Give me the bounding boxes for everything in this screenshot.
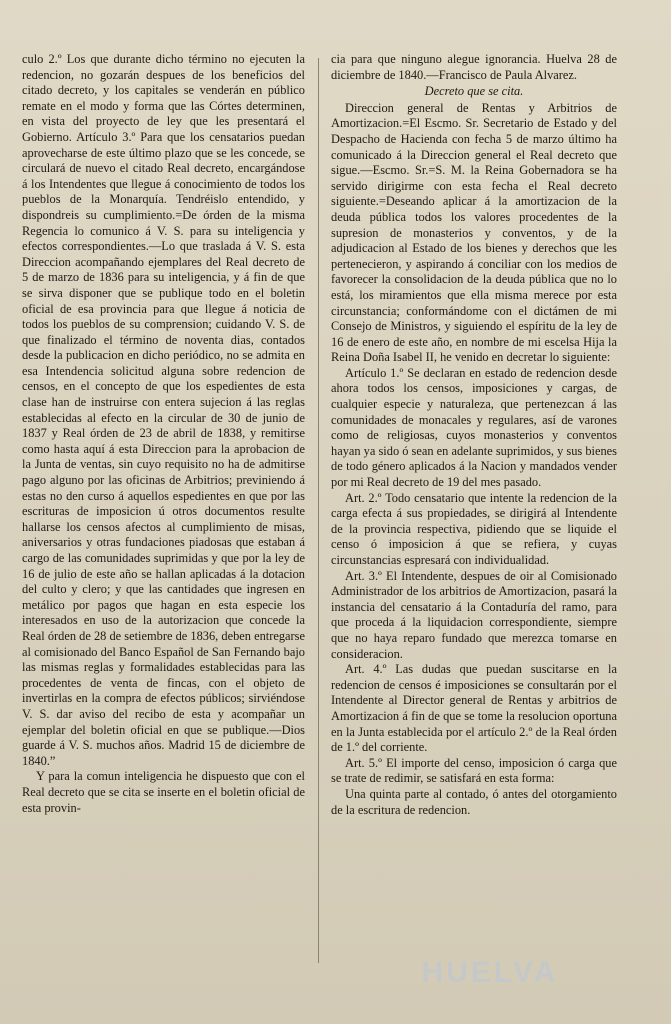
article-3: Art. 3.º El Intendente, despues de oir al Comisionado Administrador de los arbitrios de Amortizacion, pasará la instancia del censatario á la Contaduría del ramo, para que proceda á la liquidacion correspondiente, siempre que no haya reparo fundado que merezca tomarse en consideracion. [331,568,617,661]
article-2: Art. 2.º Todo censatario que intente la redencion de la carga efecta á sus propiedades, se dirigirá al Intendente de la provincia respectiva, pidiendo que se liquide el censo ó imposicion á que se refiera, y cuyas circunstancias espresará con individualidad. [331,490,617,567]
article-1: Artículo 1.º Se declaran en estado de redencion desde ahora todos los censos, imposiciones y cargas, de cualquier especie y naturaleza, que pertenezcan á las comunidades de monacales y regulares, así de varones como de religiosas, cuyos monasterios y conventos hayan ya sido ó sean en adelante suprimidos, y sus bienes de todo género aplicados á la Nacion y mandados vender por mi Real decreto de 19 del mes pasado. [331,365,617,490]
article-5: Art. 5.º El importe del censo, imposicion ó carga que se trate de redimir, se satisfará en esta forma: [331,755,617,786]
decree-heading: Decreto que se cita. [424,84,524,99]
article-5-clause: Una quinta parte al contado, ó antes del otorgamiento de la escritura de redencion. [331,786,617,817]
column-divider [318,58,319,963]
article-4: Art. 4.º Las dudas que puedan suscitarse en la redencion de censos é imposiciones se consultarán por el Intendente al Director general de Rentas y arbitrios de Amortizacion á fin de que se tome la resolucion oportuna en la Junta establecida por el artículo 2.º de la Real órden de 1.º del corriente. [331,662,617,755]
left-paragraph-1: culo 2.º Los que durante dicho término no ejecuten la redencion, no gozarán despues de los beneficios del citado decreto, y los capitales se venderán en público remate en el modo y forma que las Córtes determinen, en vista del proyecto de ley que les presentará el Gobierno. Artículo 3.º Para que los censatarios puedan aprovecharse de este último plazo que se les concede, se circulará de nuevo el citado Real decreto, encargándose á los Intendentes que llegue á conocimiento de todos los pueblos de la Monarquía. Tendréislo entendido, y dispondreis su cumplimiento.=De órden de la misma Regencia lo comunico á V. S. para su inteligencia y efectos correspondientes.—Lo que traslada á V. S. esta Direccion acompañando ejemplares del Real decreto de 5 de marzo de 1836 para su inteligencia, y á fin de que se sirva disponer que se publique todo en el boletin oficial de esa provincia para que llegue á noticia de todos los pueblos de su comprension; cuidando V. S. de que finalizado el término de noventa dias, contados desde la publicacion en dicho periódico, no se admita en esa Intendencia solicitud alguna sobre redencion de censos, en el concepto de que los espedientes de esta clase han de instruirse con entera sujecion á las reglas establecidas al efecto en la circular de 30 de junio de 1837 y Real órden de 23 de abril de 1838, y remitirse como hasta aquí á esta Direccion para la aprobacion de la Junta de ventas, sin cuyo requisito no ha de admitirse pago alguno por las oficinas de Arbitrios; previniendo á estas no den curso á aquellos espedientes en que por las escrituras de imposicion ú otros documentos resulte hallarse los censos afectos al cumplimiento de misas, aniversarios y otras fundaciones piadosas que estaban á cargo de las comunidades suprimidas y que por la ley de 16 de julio de este año se hallan aplicadas á la dotacion del culto y clero; y que las cantidades que ingresen en metálico por pagos que hagan en esta especie los interesados en uso de la autorizacion que concede la Real órden de 28 de setiembre de 1836, deben entregarse al comisionado del Banco Español de San Fernando bajo las mismas reglas y formalidades establecidas para las procedentes de venta de fincas, con el objeto de invertirlas en la compra de efectos públicos; sirviéndose V. S. dar aviso del recibo de esta y acompañar un ejemplar del boletin oficial en que se publique.—Dios guarde á V. S. muchos años. Madrid 15 de diciembre de 1840.” [22,52,305,768]
watermark-text: HUELVA [421,956,559,989]
right-opening: cia para que ninguno alegue ignorancia. Huelva 28 de diciembre de 1840.—Francisco de Paula Alvarez. [331,52,617,82]
right-column [331,52,617,818]
right-paragraph-1: Direccion general de Rentas y Arbitrios de Amortizacion.=El Escmo. Sr. Secretario de Estado y del Despacho de Hacienda con fecha 5 de marzo último ha comunicado á la Direccion general el Real decreto que sigue.—Escmo. Sr.=S. M. la Reina Gobernadora se ha servido dirigirme con esta fecha el Real decreto siguiente.=Deseando aplicar á la amortizacion de la deuda pública todos los valores procedentes de la supresion de monasterios y conventos, y de la adjudicacion al Estado de los bienes y derechos que les pertenecieron, y aspirando á conciliar con los medios de favorecer la consolidacion de la deuda pública que no lo está, los miramientos que ella misma merece por esta circunstancia; conformándome con el dictámen de mi Consejo de Ministros, y siguiendo el espíritu de la ley de 16 de enero de este año, en nombre de mi escelsa Hija la Reina Doña Isabel II, he venido en decretar lo siguiente: [331,100,617,365]
library-watermark [350,948,630,998]
left-paragraph-2: Y para la comun inteligencia he dispuesto que con el Real decreto que se cita se inserte en el boletin oficial de esta provin- [22,769,305,815]
left-column [22,52,305,816]
